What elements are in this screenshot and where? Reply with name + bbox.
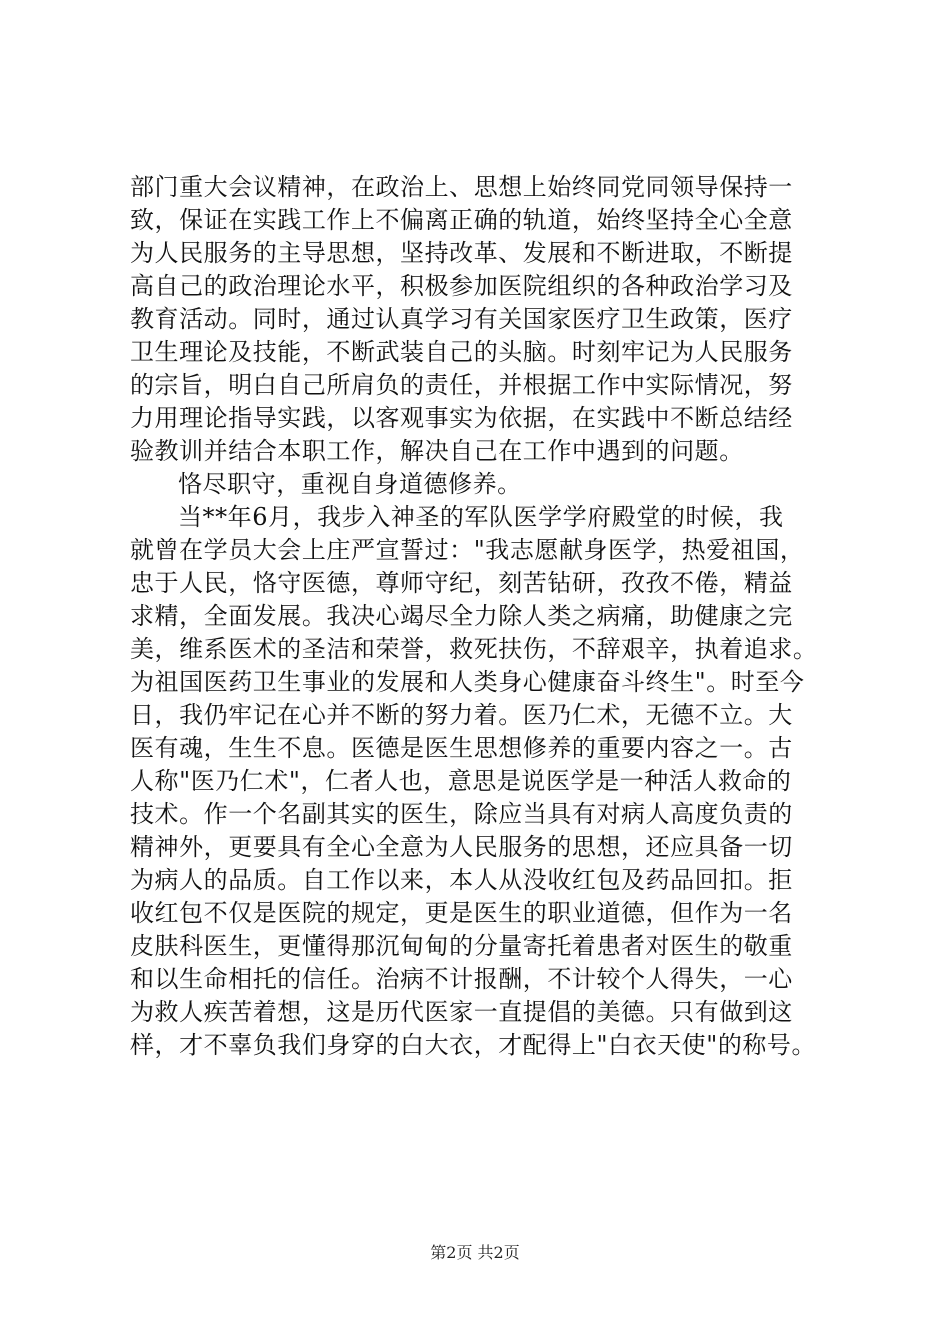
text-line: 就曾在学员大会上庄严宣誓过："我志愿献身医学，热爱祖国， [130, 536, 805, 564]
text-line: 力用理论指导实践，以客观事实为依据，在实践中不断总结经 [130, 404, 793, 432]
text-line: 致，保证在实践工作上不偏离正确的轨道，始终坚持全心全意 [130, 206, 793, 234]
text-line: 日，我仍牢记在心并不断的努力着。医乃仁术，无德不立。大 [130, 701, 793, 729]
text-line: 高自己的政治理论水平，积极参加医院组织的各种政治学习及 [130, 272, 793, 300]
text-line: 皮肤科医生，更懂得那沉甸甸的分量寄托着患者对医生的敬重 [130, 932, 793, 960]
text-line: 美，维系医术的圣洁和荣誉，救死扶伤，不辞艰辛，执着追求。 [130, 635, 818, 663]
text-line: 样，才不辜负我们身穿的白大衣，才配得上"白衣天使"的称号。 [130, 1031, 817, 1059]
text-line: 收红包不仅是医院的规定，更是医生的职业道德，但作为一名 [130, 899, 793, 927]
text-line: 为病人的品质。自工作以来，本人从没收红包及药品回扣。拒 [130, 866, 793, 894]
paragraph-start-line: 当**年6月，我步入神圣的军队医学学府殿堂的时候，我 [178, 503, 784, 531]
text-line: 部门重大会议精神，在政治上、思想上始终同党同领导保持一 [130, 173, 793, 201]
text-line: 验教训并结合本职工作，解决自己在工作中遇到的问题。 [130, 437, 744, 465]
page-number-label: 第2页 共2页 [430, 1243, 520, 1262]
text-line: 和以生命相托的信任。治病不计报酬，不计较个人得失，一心 [130, 965, 793, 993]
text-line: 为救人疾苦着想，这是历代医家一直提倡的美德。只有做到这 [130, 998, 793, 1026]
page-footer [0, 1243, 950, 1263]
text-line: 为人民服务的主导思想，坚持改革、发展和不断进取，不断提 [130, 239, 793, 267]
section-heading: 恪尽职守，重视自身道德修养。 [178, 470, 522, 498]
text-line: 教育活动。同时，通过认真学习有关国家医疗卫生政策，医疗 [130, 305, 793, 333]
text-line: 医有魂，生生不息。医德是医生思想修养的重要内容之一。古 [130, 734, 793, 762]
text-line: 精神外，更要具有全心全意为人民服务的思想，还应具备一切 [130, 833, 793, 861]
text-line: 技术。作一个名副其实的医生，除应当具有对病人高度负责的 [130, 800, 793, 828]
document-body [130, 171, 830, 1062]
text-line: 的宗旨，明白自己所肩负的责任，并根据工作中实际情况，努 [130, 371, 793, 399]
text-line: 卫生理论及技能，不断武装自己的头脑。时刻牢记为人民服务 [130, 338, 793, 366]
text-line: 忠于人民，恪守医德，尊师守纪，刻苦钻研，孜孜不倦，精益 [130, 569, 793, 597]
text-line: 求精，全面发展。我决心竭尽全力除人类之病痛，助健康之完 [130, 602, 793, 630]
text-line: 为祖国医药卫生事业的发展和人类身心健康奋斗终生"。时至今 [130, 668, 805, 696]
text-line: 人称"医乃仁术"，仁者人也，意思是说医学是一种活人救命的 [130, 767, 792, 795]
